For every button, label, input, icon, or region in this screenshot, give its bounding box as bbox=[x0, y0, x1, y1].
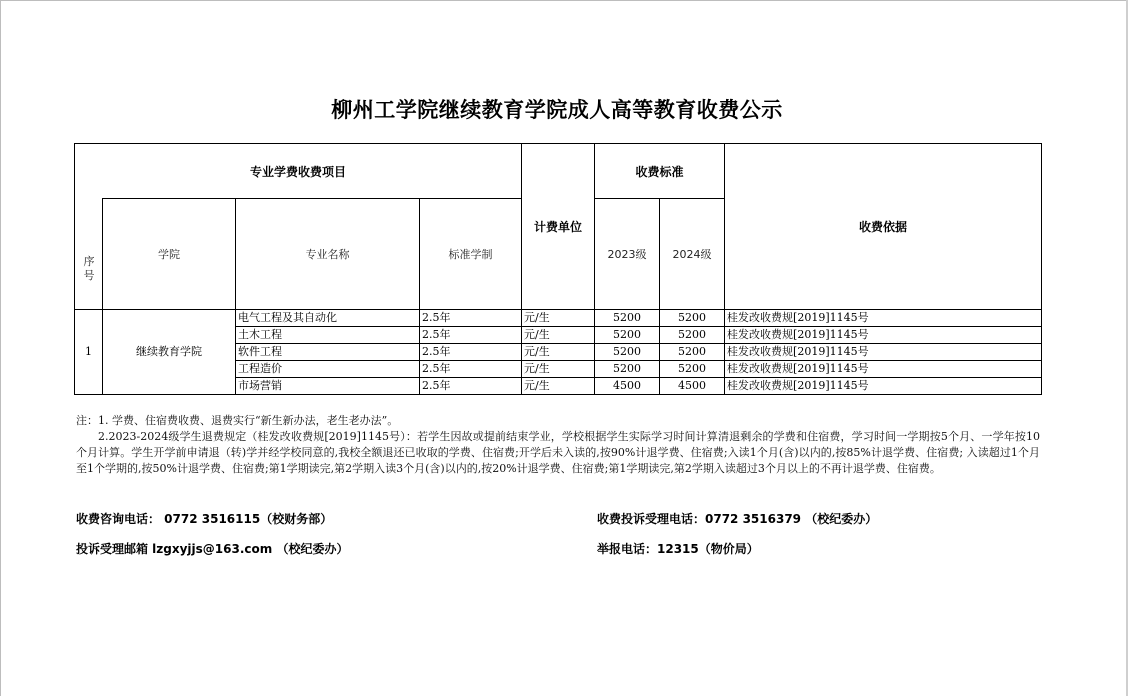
major-cell: 工程造价 bbox=[236, 360, 420, 377]
header-year-2023: 2023级 bbox=[595, 199, 660, 310]
fee-table bbox=[74, 143, 1042, 395]
header-basis: 收费依据 bbox=[725, 144, 1042, 310]
note-2: 2.2023-2024级学生退费规定（桂发改收费规[2019]1145号）：若学生因故或提前结束学业，学校根据学生实际学习时间计算清退剩余的学费和住宿费，学习时间一学期按5个月、一学年按10个月计算。学生开学前申请退（转)学并经学校同意的,我校全额退还已收取的学费、住宿费;开学后未入读的,按90%计退学费、住宿费;入读1个月(含)以内的,按85%计退学费、住宿费; 入读超过1个月至1个学期的,按50%计退学费、住宿费;第1学期读完,第2学期入读3个月(含)以内的,按20%计退学费、住宿费;第1学期读完,第2学期入读超过3个月以上的不再计退学费、住宿费。 bbox=[76, 430, 1040, 475]
header-duration: 标准学制 bbox=[420, 199, 522, 310]
seq-cell: 1 bbox=[75, 309, 103, 394]
fee-2024-cell: 5200 bbox=[660, 360, 725, 377]
basis-cell: 桂发改收费规[2019]1145号 bbox=[725, 326, 1042, 343]
consult-phone: 收费咨询电话： 0772 3516115（校财务部） bbox=[76, 512, 333, 526]
header-seq-text: 序号 bbox=[83, 254, 95, 282]
basis-cell: 桂发改收费规[2019]1145号 bbox=[725, 377, 1042, 394]
duration-cell: 2.5年 bbox=[420, 377, 522, 394]
major-cell: 市场营销 bbox=[236, 377, 420, 394]
basis-cell: 桂发改收费规[2019]1145号 bbox=[725, 309, 1042, 326]
major-cell: 土木工程 bbox=[236, 326, 420, 343]
duration-cell: 2.5年 bbox=[420, 360, 522, 377]
complaint-phone: 收费投诉受理电话：0772 3516379 （校纪委办） bbox=[597, 512, 878, 526]
table-row bbox=[75, 309, 1042, 326]
fee-2024-cell: 5200 bbox=[660, 309, 725, 326]
unit-cell: 元/生 bbox=[522, 309, 595, 326]
major-cell: 电气工程及其自动化 bbox=[236, 309, 420, 326]
header-standard: 收费标准 bbox=[595, 144, 725, 199]
document-title: 柳州工学院继续教育学院成人高等教育收费公示 bbox=[331, 98, 783, 122]
fee-2024-cell: 5200 bbox=[660, 326, 725, 343]
basis-cell: 桂发改收费规[2019]1145号 bbox=[725, 360, 1042, 377]
header-seq bbox=[75, 199, 103, 310]
unit-cell: 元/生 bbox=[522, 343, 595, 360]
duration-cell: 2.5年 bbox=[420, 326, 522, 343]
fee-2023-cell: 5200 bbox=[595, 360, 660, 377]
complaint-email: 投诉受理邮箱 lzgxyjjs@163.com （校纪委办） bbox=[76, 542, 349, 556]
header-college: 学院 bbox=[103, 199, 236, 310]
header-major: 专业名称 bbox=[236, 199, 420, 310]
fee-2023-cell: 5200 bbox=[595, 343, 660, 360]
page-border-top bbox=[0, 0, 1128, 1]
fee-2024-cell: 5200 bbox=[660, 343, 725, 360]
notes-section bbox=[76, 413, 1040, 477]
duration-cell: 2.5年 bbox=[420, 343, 522, 360]
fee-2023-cell: 5200 bbox=[595, 309, 660, 326]
major-cell: 软件工程 bbox=[236, 343, 420, 360]
header-unit: 计费单位 bbox=[522, 144, 595, 310]
note-1: 注：1. 学费、住宿费收费、退费实行“新生新办法，老生老办法”。 bbox=[76, 414, 399, 427]
fee-2024-cell: 4500 bbox=[660, 377, 725, 394]
header-year-2024: 2024级 bbox=[660, 199, 725, 310]
header-row-1 bbox=[75, 144, 1042, 199]
basis-cell: 桂发改收费规[2019]1145号 bbox=[725, 343, 1042, 360]
fee-2023-cell: 5200 bbox=[595, 326, 660, 343]
unit-cell: 元/生 bbox=[522, 377, 595, 394]
college-cell: 继续教育学院 bbox=[103, 309, 236, 394]
fee-2023-cell: 4500 bbox=[595, 377, 660, 394]
unit-cell: 元/生 bbox=[522, 326, 595, 343]
report-phone: 举报电话：12315（物价局） bbox=[597, 542, 759, 556]
header-project-group: 专业学费收费项目 bbox=[75, 144, 522, 199]
duration-cell: 2.5年 bbox=[420, 309, 522, 326]
unit-cell: 元/生 bbox=[522, 360, 595, 377]
